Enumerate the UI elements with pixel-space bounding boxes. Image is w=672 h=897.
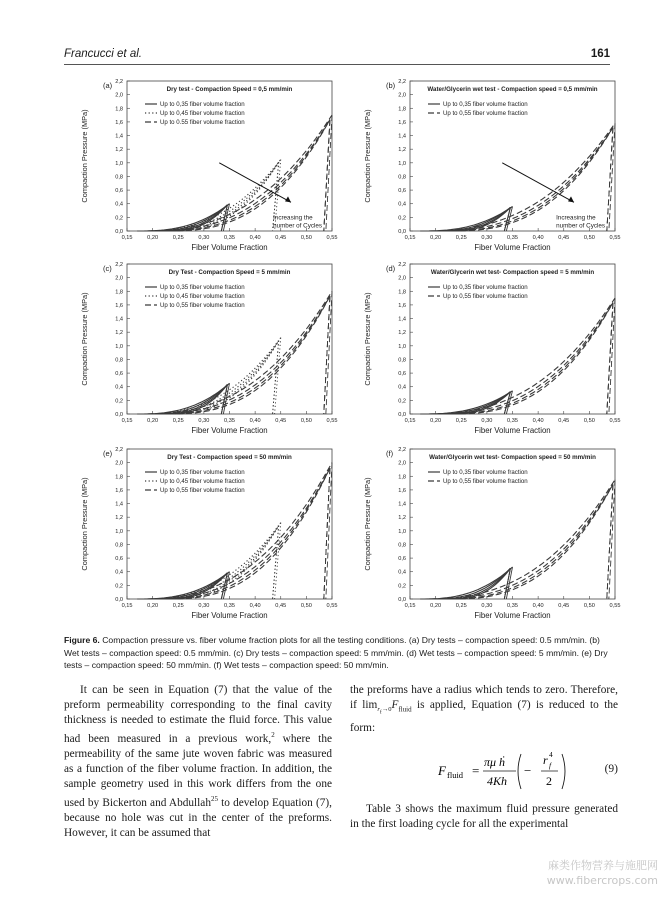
- x-tick-label: 0,40: [532, 603, 544, 609]
- series-line: [433, 303, 613, 414]
- figure-caption-label: Figure 6.: [64, 635, 100, 645]
- eq-lhs: F: [438, 762, 446, 778]
- x-tick-label: 0,55: [326, 418, 338, 424]
- eq-r: r: [543, 752, 548, 767]
- series-line: [451, 303, 613, 414]
- legend-entry: Up to 0,45 fiber volume fraction: [160, 110, 245, 117]
- x-tick-label: 0,35: [507, 235, 518, 241]
- y-axis-label: Compaction Pressure (MPa): [80, 292, 89, 386]
- y-tick-label: 0,8: [398, 357, 406, 364]
- eq-r-sub: f: [549, 760, 552, 770]
- x-tick-label: 0,15: [121, 603, 133, 609]
- x-tick-label: 0,50: [300, 235, 312, 241]
- x-tick-label: 0,40: [249, 603, 261, 609]
- x-axis-label: Fiber Volume Fraction: [474, 611, 551, 620]
- x-tick-label: 0,20: [147, 418, 159, 424]
- watermark-url: www.fibercrops.com: [546, 874, 658, 887]
- y-tick-label: 1,2: [115, 330, 123, 337]
- y-tick-label: 1,8: [115, 474, 123, 481]
- legend-entry: Up to 0,35 fiber volume fraction: [443, 284, 528, 291]
- y-tick-label: 1,4: [398, 316, 406, 323]
- y-tick-label: 1,2: [115, 515, 123, 522]
- x-tick-label: 0,25: [172, 603, 184, 609]
- series-line: [150, 296, 330, 414]
- legend-entry: Up to 0,55 fiber volume fraction: [160, 487, 245, 494]
- y-tick-label: 0,4: [115, 201, 123, 208]
- annotation-arrow: [219, 163, 291, 203]
- y-tick-label: 0,6: [115, 556, 123, 563]
- x-tick-label: 0,45: [275, 418, 287, 424]
- chart-panel: [80, 262, 337, 435]
- x-tick-label: 0,55: [609, 418, 621, 424]
- y-tick-label: 1,6: [115, 302, 123, 309]
- eq-two: 2: [546, 773, 552, 788]
- series-line: [443, 207, 510, 231]
- series-unload: [275, 338, 281, 414]
- y-tick-label: 1,6: [398, 119, 406, 126]
- y-tick-label: 2,2: [398, 447, 406, 453]
- x-tick-label: 0,25: [172, 418, 184, 424]
- series-line: [443, 485, 613, 600]
- x-tick-label: 0,45: [558, 418, 570, 424]
- series-line: [420, 207, 512, 232]
- y-tick-label: 1,6: [115, 119, 123, 126]
- y-tick-label: 0,2: [398, 215, 406, 222]
- eq-denominator: 4Kh: [487, 773, 508, 788]
- y-tick-label: 1,2: [115, 147, 123, 154]
- x-tick-label: 0,20: [430, 235, 442, 241]
- legend-entry: Up to 0,35 fiber volume fraction: [443, 101, 528, 108]
- chart-panel: [363, 447, 620, 620]
- running-header-page-number: 161: [590, 48, 610, 60]
- panel-label: (b): [386, 81, 396, 90]
- y-tick-label: 1,4: [115, 133, 123, 140]
- y-tick-label: 1,0: [398, 528, 406, 535]
- y-tick-label: 1,8: [115, 106, 123, 113]
- y-tick-label: 1,4: [115, 501, 123, 508]
- y-tick-label: 2,0: [115, 275, 123, 282]
- legend-entry: Up to 0.55 fiber volume fraction: [160, 119, 245, 126]
- y-tick-label: 1,0: [398, 343, 406, 350]
- x-tick-label: 0,30: [198, 418, 210, 424]
- x-tick-label: 0,50: [300, 418, 312, 424]
- x-tick-label: 0,35: [224, 235, 235, 241]
- panel-label: (a): [103, 81, 113, 90]
- legend-entry: Up to 0,55 fiber volume fraction: [443, 478, 528, 485]
- legend-entry: Up to 0,35 fiber volume fraction: [160, 101, 245, 108]
- x-tick-label: 0,20: [430, 603, 442, 609]
- x-tick-label: 0,55: [326, 235, 338, 241]
- y-tick-label: 1,8: [398, 106, 406, 113]
- running-header-author: Francucci et al.: [64, 48, 142, 60]
- chart-panel: [363, 262, 620, 435]
- series-line: [137, 159, 280, 231]
- legend-entry: Up to 0,45 fiber volume fraction: [160, 478, 245, 485]
- series-line: [420, 480, 615, 599]
- y-tick-label: 1,0: [115, 343, 123, 350]
- y-tick-label: 2,0: [398, 275, 406, 282]
- y-tick-label: 1,6: [398, 302, 406, 309]
- y-tick-label: 1,8: [398, 474, 406, 481]
- y-tick-label: 0,6: [398, 556, 406, 563]
- body-paragraph: It can be seen in Equation (7) that the value of the preform permeability corresponding to the final cavity thickness is needed to estimate the fluid force. This value had been measured in a previous work,$^2$ where the permeability of the same jute woven fabric was measured as a function of the fiber volume fraction. In addition, the sample geometry used in this work differs from the one used by Bickerton and Abdullah$^{25}$ to develop Equation (7), because no hole was cut in the center of the preforms. However, it can be assumed that: [64, 684, 332, 839]
- series-line: [420, 298, 615, 414]
- y-tick-label: 0,6: [398, 371, 406, 378]
- x-tick-label: 0,15: [404, 603, 416, 609]
- series-unload: [275, 523, 281, 599]
- legend-entry: Up to 0,55 fiber volume fraction: [443, 110, 528, 117]
- series-line: [451, 485, 613, 600]
- series-line: [150, 573, 227, 599]
- x-tick-label: 0,50: [583, 603, 595, 609]
- y-tick-label: 0,8: [115, 542, 123, 549]
- x-tick-label: 0,35: [224, 603, 235, 609]
- y-tick-label: 0,4: [115, 384, 123, 391]
- series-line: [137, 291, 332, 414]
- y-axis-label: Compaction Pressure (MPa): [363, 109, 372, 203]
- x-tick-label: 0,30: [481, 235, 493, 241]
- y-tick-label: 0,0: [398, 412, 406, 418]
- x-tick-label: 0,20: [147, 235, 159, 241]
- chart-title: Water/Glycerin wet test- Compaction speed = 50 mm/min: [429, 454, 596, 461]
- series-line: [160, 341, 278, 414]
- series-line: [168, 296, 330, 414]
- x-tick-label: 0,50: [300, 603, 312, 609]
- y-tick-label: 0,6: [115, 371, 123, 378]
- chart-title: Dry Test - Compaction speed = 50 mm/min: [167, 454, 292, 461]
- y-tick-label: 0,0: [398, 229, 406, 235]
- legend-entry: Up to 0,55 fiber volume fraction: [443, 293, 528, 300]
- y-tick-label: 0,2: [398, 583, 406, 590]
- x-tick-label: 0,50: [583, 235, 595, 241]
- body-paragraph: Table 3 shows the maximum fluid pressure generated in the first loading cycle for all the experimental: [350, 802, 618, 830]
- y-tick-label: 2,2: [398, 262, 406, 268]
- y-tick-label: 0,4: [398, 569, 406, 576]
- x-tick-label: 0,35: [507, 418, 518, 424]
- y-tick-label: 0,2: [398, 398, 406, 405]
- x-tick-label: 0,40: [532, 418, 544, 424]
- y-tick-label: 0,6: [115, 188, 123, 195]
- y-axis-label: Compaction Pressure (MPa): [363, 292, 372, 386]
- x-tick-label: 0,40: [249, 418, 261, 424]
- annotation-text: Increasing the: [556, 214, 596, 222]
- y-tick-label: 0,8: [398, 174, 406, 181]
- y-tick-label: 0,0: [115, 597, 123, 603]
- y-tick-label: 2,0: [398, 460, 406, 467]
- y-tick-label: 0,4: [398, 201, 406, 208]
- x-tick-label: 0,45: [558, 235, 570, 241]
- eq-minus: −: [524, 762, 532, 778]
- y-tick-label: 2,0: [398, 92, 406, 99]
- y-tick-label: 0,0: [115, 412, 123, 418]
- eq-lhs-sub: fluid: [447, 769, 464, 780]
- y-tick-label: 0,8: [115, 174, 123, 181]
- x-tick-label: 0,20: [430, 418, 442, 424]
- equation-number: (9): [604, 762, 618, 775]
- series-unload: [326, 463, 332, 599]
- y-tick-label: 2,0: [115, 460, 123, 467]
- y-axis-label: Compaction Pressure (MPa): [80, 109, 89, 203]
- series-line: [443, 303, 613, 414]
- y-tick-label: 1,0: [115, 528, 123, 535]
- panel-label: (c): [103, 264, 112, 273]
- annotation-text: number of Cycles: [556, 222, 606, 230]
- body-column-right: [350, 683, 618, 832]
- x-tick-label: 0,20: [147, 603, 159, 609]
- x-tick-label: 0,35: [507, 603, 518, 609]
- chart-panel: [363, 79, 620, 252]
- y-tick-label: 0,2: [115, 583, 123, 590]
- y-tick-label: 1,4: [398, 133, 406, 140]
- y-tick-label: 0,2: [115, 215, 123, 222]
- y-tick-label: 1,6: [115, 487, 123, 494]
- x-tick-label: 0,50: [583, 418, 595, 424]
- figure-6: [62, 72, 621, 628]
- x-tick-label: 0,25: [455, 418, 467, 424]
- y-tick-label: 1,2: [398, 147, 406, 154]
- y-tick-label: 1,4: [398, 501, 406, 508]
- y-tick-label: 1,4: [115, 316, 123, 323]
- equation-9: [350, 742, 618, 798]
- figure-caption-text: Compaction pressure vs. fiber volume fraction plots for all the testing conditions. (a) Dry tests – compaction speed: 0.5 mm/min. (b) Wet tests – compaction speed: 0.5 mm/min. (c) Dry tests – compaction speed: 5 mm/min. (d) Wet tests – compaction speed: 5 mm/min. (e) Dry tests – compaction speed: 50 mm/min. (f) Wet tests – compaction speed: 50 mm/min.: [64, 635, 608, 670]
- x-tick-label: 0,45: [558, 603, 570, 609]
- chart-title: Water/Glycerin wet test - Compaction speed = 0,5 mm/min: [427, 86, 598, 93]
- series-line: [137, 572, 229, 599]
- chart-panel: [80, 447, 337, 620]
- x-tick-label: 0,55: [609, 235, 621, 241]
- legend-entry: Up to 0,35 fiber volume fraction: [160, 284, 245, 291]
- chart-title: Dry test - Compaction Speed = 0,5 mm/min: [166, 86, 293, 93]
- y-tick-label: 0,2: [115, 398, 123, 405]
- x-tick-label: 0,15: [404, 418, 416, 424]
- eq-numerator: πμ ḣ: [484, 754, 506, 769]
- x-tick-label: 0,55: [326, 603, 338, 609]
- x-tick-label: 0,15: [121, 418, 133, 424]
- x-tick-label: 0,55: [609, 603, 621, 609]
- chart-title: Water/Glycerin wet test- Compaction speed = 5 mm/min: [430, 269, 595, 276]
- legend-entry: Up to 0,35 fiber volume fraction: [443, 469, 528, 476]
- x-axis-label: Fiber Volume Fraction: [191, 243, 268, 252]
- x-tick-label: 0,15: [121, 235, 133, 241]
- x-tick-label: 0,40: [532, 235, 544, 241]
- header-rule: [64, 64, 610, 65]
- x-tick-label: 0,30: [198, 235, 210, 241]
- x-tick-label: 0,25: [455, 603, 467, 609]
- figure-caption: [64, 634, 616, 672]
- y-tick-label: 0,8: [398, 542, 406, 549]
- y-tick-label: 2,2: [115, 262, 123, 268]
- y-tick-label: 0,6: [398, 188, 406, 195]
- x-axis-label: Fiber Volume Fraction: [474, 243, 551, 252]
- x-tick-label: 0,40: [249, 235, 261, 241]
- y-axis-label: Compaction Pressure (MPa): [363, 477, 372, 571]
- y-tick-label: 2,2: [115, 79, 123, 85]
- legend-entry: Up to 0,55 fiber volume fraction: [160, 302, 245, 309]
- x-tick-label: 0,25: [455, 235, 467, 241]
- watermark-chinese: 麻类作物营养与施肥网: [548, 859, 658, 872]
- y-axis-label: Compaction Pressure (MPa): [80, 477, 89, 571]
- x-tick-label: 0,30: [481, 418, 493, 424]
- y-tick-label: 1,0: [398, 160, 406, 167]
- y-tick-label: 1,2: [398, 330, 406, 337]
- y-tick-label: 0,0: [115, 229, 123, 235]
- legend-entry: Up to 0,45 fiber volume fraction: [160, 293, 245, 300]
- series-line: [160, 162, 278, 231]
- annotation-text: Increasing the: [273, 214, 313, 222]
- y-tick-label: 2,2: [398, 79, 406, 85]
- y-tick-label: 0,0: [398, 597, 406, 603]
- series-line: [168, 385, 227, 415]
- panel-label: (e): [103, 449, 113, 458]
- y-tick-label: 2,2: [115, 447, 123, 453]
- chart-panel: [80, 79, 337, 252]
- panel-label: (f): [386, 449, 394, 458]
- y-tick-label: 2,0: [115, 92, 123, 99]
- eq-equals: =: [472, 762, 480, 778]
- y-tick-label: 1,0: [115, 160, 123, 167]
- chart-title: Dry Test - Compaction Speed = 5 mm/min: [168, 269, 291, 276]
- series-line: [150, 205, 227, 231]
- y-tick-label: 1,2: [398, 515, 406, 522]
- y-tick-label: 1,8: [398, 289, 406, 296]
- body-column-left: [64, 683, 332, 841]
- series-line: [168, 526, 279, 599]
- x-axis-label: Fiber Volume Fraction: [191, 611, 268, 620]
- legend-entry: Up to 0,35 fiber volume fraction: [160, 469, 245, 476]
- body-paragraph: the preforms have a radius which tends to zero. Therefore, if $\lim_{r_f\to 0}F_{fluid}$ is applied, Equation (7) is reduced to the form:: [350, 684, 618, 734]
- annotation-text: number of Cycles: [273, 222, 323, 230]
- y-tick-label: 1,6: [398, 487, 406, 494]
- eq-r-sup: 4: [549, 749, 553, 759]
- y-tick-label: 1,8: [115, 289, 123, 296]
- series-line: [433, 485, 613, 600]
- series-line: [160, 296, 330, 414]
- series-line: [451, 568, 510, 599]
- series-line: [420, 391, 512, 414]
- x-tick-label: 0,30: [481, 603, 493, 609]
- series-line: [433, 207, 510, 231]
- x-tick-label: 0,30: [198, 603, 210, 609]
- x-tick-label: 0,25: [172, 235, 184, 241]
- y-tick-label: 0,8: [115, 357, 123, 364]
- x-tick-label: 0,45: [275, 235, 287, 241]
- x-axis-label: Fiber Volume Fraction: [191, 426, 268, 435]
- x-tick-label: 0,35: [224, 418, 235, 424]
- x-tick-label: 0,15: [404, 235, 416, 241]
- x-tick-label: 0,45: [275, 603, 287, 609]
- panel-label: (d): [386, 264, 396, 273]
- series-unload: [324, 468, 330, 599]
- x-axis-label: Fiber Volume Fraction: [474, 426, 551, 435]
- y-tick-label: 0,4: [398, 384, 406, 391]
- series-line: [433, 392, 510, 414]
- y-tick-label: 0,4: [115, 569, 123, 576]
